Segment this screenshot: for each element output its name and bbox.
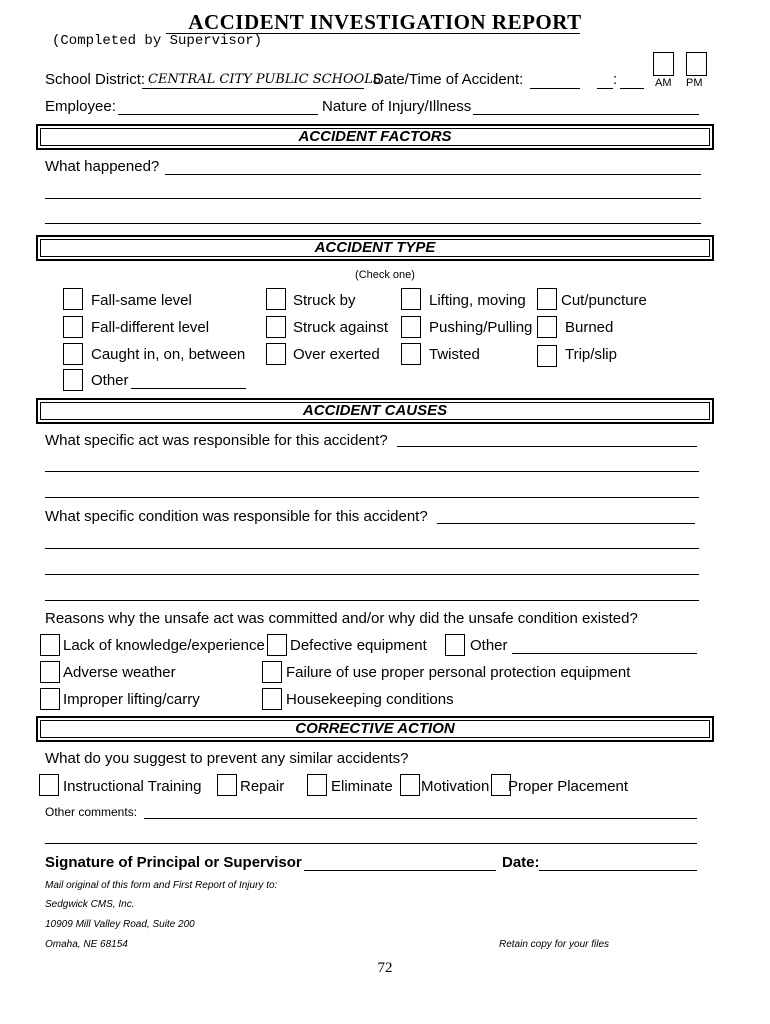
signature-field[interactable]	[304, 870, 496, 871]
time-separator: :	[613, 71, 618, 88]
over-exerted-label: Over exerted	[293, 346, 380, 363]
lack-of-knowledge-checkbox[interactable]	[40, 634, 60, 656]
section-accident-causes: ACCIDENT CAUSES	[36, 398, 714, 424]
lifting-moving-checkbox[interactable]	[401, 288, 421, 310]
school-district-label: School District:	[45, 71, 146, 88]
causes-other-field[interactable]	[512, 653, 697, 654]
adverse-weather-checkbox[interactable]	[40, 661, 60, 683]
address-line-1: 10909 Mill Valley Road, Suite 200	[45, 919, 195, 930]
am-checkbox[interactable]	[653, 52, 674, 76]
am-label: AM	[655, 77, 672, 89]
lack-of-knowledge-label: Lack of knowledge/experience	[63, 637, 265, 654]
struck-by-label: Struck by	[293, 292, 356, 309]
housekeeping-checkbox[interactable]	[262, 688, 282, 710]
condition-line-4[interactable]	[45, 600, 699, 601]
fall-same-level-label: Fall-same level	[91, 292, 192, 309]
improper-lifting-label: Improper lifting/carry	[63, 691, 200, 708]
other-comments-field[interactable]	[144, 818, 697, 819]
condition-line-2[interactable]	[45, 548, 699, 549]
what-happened-line-3[interactable]	[45, 223, 701, 224]
school-district-line	[142, 88, 364, 89]
type-other-field[interactable]	[131, 388, 246, 389]
motivation-label: Motivation	[421, 778, 490, 795]
trip-slip-checkbox[interactable]	[537, 345, 557, 367]
failure-ppe-label: Failure of use proper personal protection equipment	[286, 664, 631, 681]
date-field[interactable]	[530, 88, 580, 89]
twisted-label: Twisted	[429, 346, 480, 363]
condition-line-3[interactable]	[45, 574, 699, 575]
caught-in-label: Caught in, on, between	[91, 346, 246, 363]
instructional-training-checkbox[interactable]	[39, 774, 59, 796]
section-corrective-action: CORRECTIVE ACTION	[36, 716, 714, 742]
page-number: 72	[377, 960, 393, 976]
caught-in-checkbox[interactable]	[63, 343, 83, 365]
adverse-weather-label: Adverse weather	[63, 664, 176, 681]
act-field[interactable]	[397, 446, 697, 447]
reasons-question: Reasons why the unsafe act was committed and/or why did the unsafe condition existed?	[45, 610, 638, 627]
check-one-note: (Check one)	[355, 269, 415, 281]
cut-puncture-label: Cut/puncture	[561, 292, 647, 309]
section-accident-factors: ACCIDENT FACTORS	[36, 124, 714, 150]
struck-by-checkbox[interactable]	[266, 288, 286, 310]
cut-puncture-checkbox[interactable]	[537, 288, 557, 310]
fall-same-level-checkbox[interactable]	[63, 288, 83, 310]
page-title: ACCIDENT INVESTIGATION REPORT	[188, 10, 582, 34]
page-subtitle: (Completed by Supervisor)	[52, 33, 263, 49]
other-comments-label: Other comments:	[45, 805, 138, 819]
twisted-checkbox[interactable]	[401, 343, 421, 365]
housekeeping-label: Housekeeping conditions	[286, 691, 454, 708]
improper-lifting-checkbox[interactable]	[40, 688, 60, 710]
company-name: Sedgwick CMS, Inc.	[45, 899, 135, 910]
other-comments-line-2[interactable]	[45, 843, 697, 844]
lifting-moving-label: Lifting, moving	[429, 292, 526, 309]
prevention-question: What do you suggest to prevent any similar accidents?	[45, 750, 409, 767]
eliminate-label: Eliminate	[331, 778, 393, 795]
what-happened-field[interactable]	[165, 174, 701, 175]
pm-checkbox[interactable]	[686, 52, 707, 76]
act-line-2[interactable]	[45, 471, 699, 472]
section-accident-type: ACCIDENT TYPE	[36, 235, 714, 261]
burned-checkbox[interactable]	[537, 316, 557, 338]
struck-against-label: Struck against	[293, 319, 389, 336]
condition-field[interactable]	[437, 523, 695, 524]
employee-label: Employee:	[45, 98, 116, 115]
pushing-pulling-checkbox[interactable]	[401, 316, 421, 338]
injury-label: Nature of Injury/Illness	[322, 98, 472, 115]
school-district-value[interactable]: CENTRAL CITY PUBLIC SCHOOLS	[148, 72, 382, 87]
what-happened-line-2[interactable]	[45, 198, 701, 199]
type-other-checkbox[interactable]	[63, 369, 83, 391]
type-other-label: Other	[91, 372, 129, 389]
defective-equipment-label: Defective equipment	[290, 637, 427, 654]
mail-note: Mail original of this form and First Report of Injury to:	[45, 880, 278, 891]
act-line-3[interactable]	[45, 497, 699, 498]
minute-field[interactable]	[620, 88, 644, 89]
pm-label: PM	[686, 77, 703, 89]
signature-date-field[interactable]	[539, 870, 697, 871]
address-line-2: Omaha, NE 68154	[45, 939, 128, 950]
fall-different-level-label: Fall-different level	[91, 319, 210, 336]
failure-ppe-checkbox[interactable]	[262, 661, 282, 683]
defective-equipment-checkbox[interactable]	[267, 634, 287, 656]
employee-field[interactable]	[118, 114, 318, 115]
hour-field[interactable]	[597, 88, 613, 89]
trip-slip-label: Trip/slip	[565, 346, 617, 363]
injury-field[interactable]	[473, 114, 699, 115]
retain-copy-note: Retain copy for your files	[499, 939, 610, 950]
causes-other-label: Other	[470, 637, 508, 654]
motivation-checkbox[interactable]	[400, 774, 420, 796]
over-exerted-checkbox[interactable]	[266, 343, 286, 365]
what-happened-label: What happened?	[45, 158, 160, 175]
repair-label: Repair	[240, 778, 285, 795]
date-label: Date:	[502, 854, 540, 871]
datetime-label: Date/Time of Accident:	[373, 71, 524, 88]
causes-other-checkbox[interactable]	[445, 634, 465, 656]
struck-against-checkbox[interactable]	[266, 316, 286, 338]
instructional-training-label: Instructional Training	[63, 778, 202, 795]
burned-label: Burned	[565, 319, 614, 336]
eliminate-checkbox[interactable]	[307, 774, 327, 796]
pushing-pulling-label: Pushing/Pulling	[429, 319, 533, 336]
signature-label: Signature of Principal or Supervisor	[45, 854, 302, 871]
condition-question: What specific condition was responsible for this accident?	[45, 508, 428, 525]
fall-different-level-checkbox[interactable]	[63, 316, 83, 338]
act-question: What specific act was responsible for this accident?	[45, 432, 388, 449]
repair-checkbox[interactable]	[217, 774, 237, 796]
proper-placement-label: Proper Placement	[508, 778, 629, 795]
